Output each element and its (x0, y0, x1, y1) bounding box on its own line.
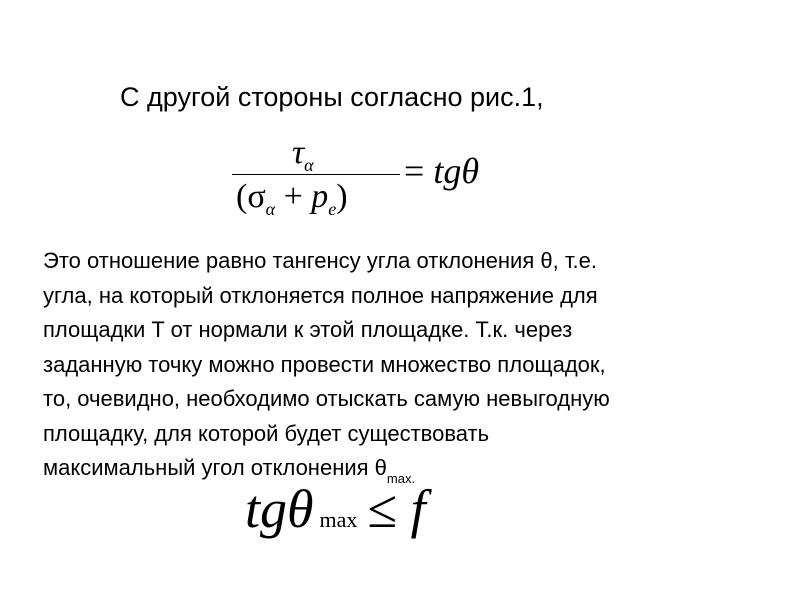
ratio-rhs (404, 150, 479, 192)
f-symbol: f (410, 479, 426, 539)
tg-theta-lhs: tgθ (245, 479, 314, 539)
heading-text: С другой стороны согласно рис.1, (120, 82, 544, 112)
alpha-subscript: α (304, 154, 314, 175)
den-plus: + (275, 178, 312, 215)
paragraph-line: площадки T от нормали к этой площадке. Т.к. через (43, 317, 573, 342)
den-open: (σ (236, 178, 266, 215)
fraction-numerator (292, 134, 314, 176)
tau-symbol: τ (292, 134, 305, 171)
explanation-paragraph (43, 244, 743, 489)
paragraph-line: Это отношение равно тангенсу угла отклонения θ, т.е. (43, 248, 597, 273)
paragraph-line-text: максимальный угол отклонения θ (43, 455, 387, 480)
max-subscript: max (319, 507, 358, 532)
leq-sign: ≤ (367, 479, 398, 539)
inequality-formula (245, 478, 426, 540)
paragraph-line: заданную точку можно провести множество площадок, (43, 351, 606, 377)
den-p: p (311, 178, 329, 215)
fraction-bar (232, 174, 400, 175)
theta-max-subscript: max. (386, 471, 416, 486)
tg-theta: tgθ (433, 151, 479, 191)
paragraph-line: площадку, для которой будет существовать (43, 420, 490, 446)
paragraph-line: то, очевидно, необходимо отыскать самую невыгодную (43, 386, 610, 411)
paragraph-line: угла, на который отклоняется полное напряжение для (43, 282, 598, 308)
equals-sign: = (404, 151, 434, 191)
den-sub-alpha: α (265, 198, 276, 219)
ratio-fraction (232, 134, 400, 224)
den-sub-e: e (328, 198, 337, 219)
den-close: ) (336, 178, 348, 215)
fraction-denominator (236, 178, 348, 220)
